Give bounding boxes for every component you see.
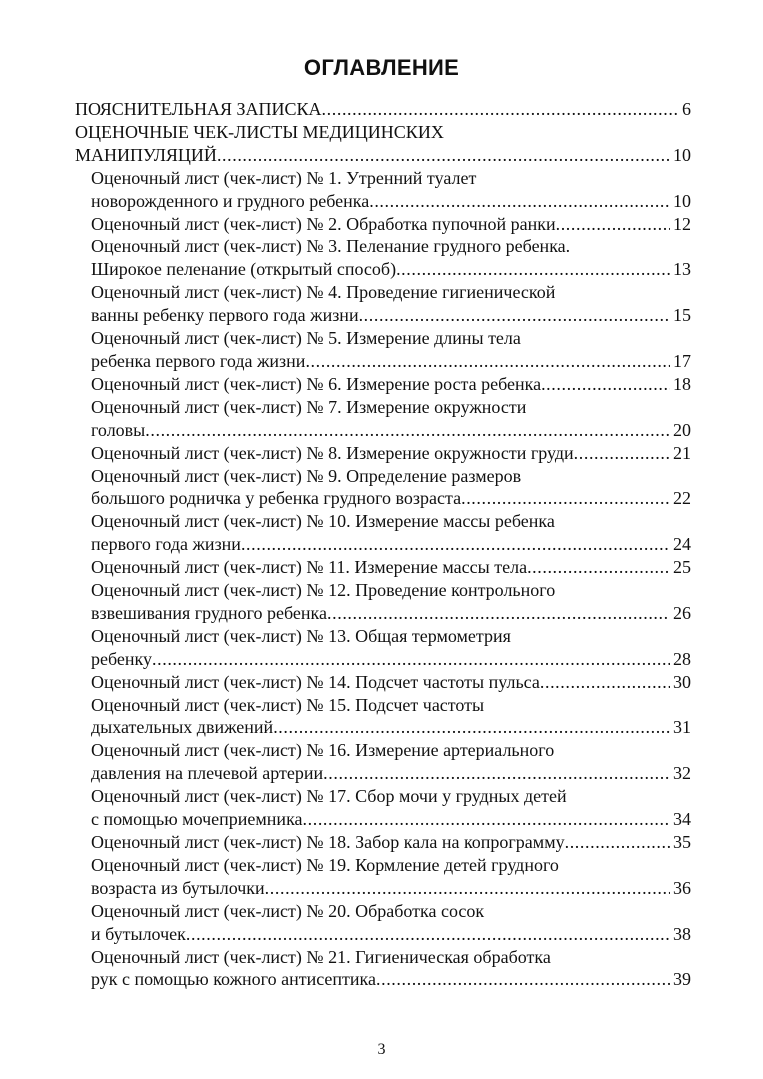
toc-page-number: 15 (673, 305, 691, 326)
dot-leader (565, 831, 670, 854)
dot-leader (574, 442, 670, 465)
toc-page-number: 36 (673, 877, 691, 898)
toc-entry-title: ванны ребенку первого года жизни (91, 305, 359, 326)
toc-page-number: 31 (673, 717, 691, 738)
table-of-contents (75, 98, 691, 991)
toc-entry[interactable] (75, 213, 691, 236)
toc-entry-title: давления на плечевой артерии (91, 763, 324, 784)
toc-entry-title: ребенка первого года жизни (91, 350, 306, 371)
dot-leader (265, 877, 670, 900)
toc-entry-title: МАНИПУЛЯЦИЙ (75, 144, 217, 165)
toc-page-number: 32 (673, 763, 691, 784)
dot-leader (322, 98, 679, 121)
toc-entry[interactable] (75, 373, 691, 396)
toc-entry-title: Оценочный лист (чек-лист) № 14. Подсчет частоты пульса (91, 671, 540, 692)
toc-entry-row (91, 213, 691, 236)
dot-leader (323, 762, 670, 785)
toc-entry-title: и бутылочек (91, 923, 186, 944)
toc-page-number: 13 (673, 259, 691, 280)
toc-page-number: 38 (673, 923, 691, 944)
toc-entry-line: Оценочный лист (чек-лист) № 13. Общая термометрия (91, 625, 511, 646)
toc-entry[interactable] (75, 327, 691, 373)
toc-entry-line: Оценочный лист (чек-лист) № 12. Проведение контрольного (91, 580, 556, 601)
toc-entry-line: Оценочный лист (чек-лист) № 3. Пеленание грудного ребенка. (91, 236, 571, 257)
toc-entry-row (75, 98, 691, 121)
toc-entry-line: Оценочный лист (чек-лист) № 21. Гигиеническая обработка (91, 946, 551, 967)
dot-leader (305, 350, 670, 373)
toc-entry[interactable] (75, 281, 691, 327)
toc-entry[interactable] (75, 556, 691, 579)
toc-entry-row (91, 373, 691, 396)
toc-entry[interactable] (75, 900, 691, 946)
toc-entry-line: Оценочный лист (чек-лист) № 10. Измерение массы ребенка (91, 511, 555, 532)
toc-entry-title: рук с помощью кожного антисептика (91, 969, 376, 990)
toc-page-number: 18 (673, 373, 691, 394)
dot-leader (556, 213, 670, 236)
toc-entry-title: возраста из бутылочки (91, 877, 265, 898)
page-title: ОГЛАВЛЕНИЕ (303, 55, 460, 80)
toc-page-number: 17 (673, 350, 691, 371)
toc-entry[interactable] (75, 854, 691, 900)
toc-entry-title: большого родничка у ребенка грудного возраста (91, 488, 462, 509)
toc-page-number: 28 (673, 648, 691, 669)
toc-entry-row (91, 968, 691, 991)
toc-entry[interactable] (75, 235, 691, 281)
toc-page-number: 6 (682, 99, 691, 119)
toc-entry-title: ПОЯСНИТЕЛЬНАЯ ЗАПИСКА (75, 99, 322, 119)
dot-leader (152, 648, 670, 671)
toc-page-number: 22 (673, 488, 691, 509)
toc-entry-title: Оценочный лист (чек-лист) № 18. Забор кала на копрограмму (91, 832, 565, 852)
toc-entry-title: новорожденного и грудного ребенка (91, 190, 370, 211)
page-number: 3 (377, 1041, 386, 1058)
toc-entry-row (91, 304, 691, 327)
toc-entry-title: Оценочный лист (чек-лист) № 2. Обработка пупочной ранки (91, 213, 556, 234)
toc-entry-row (91, 419, 691, 442)
toc-entry-row (91, 808, 691, 831)
toc-entry-line: Оценочный лист (чек-лист) № 4. Проведение гигиенической (91, 282, 556, 303)
toc-entry[interactable] (75, 785, 691, 831)
toc-page-number: 20 (673, 419, 691, 440)
toc-page-number: 34 (673, 809, 691, 830)
toc-entry-row (91, 877, 691, 900)
dot-leader (145, 419, 670, 442)
toc-entry[interactable] (75, 739, 691, 785)
dot-leader (540, 671, 670, 694)
toc-entry-title: головы (91, 419, 146, 440)
toc-entry-row (91, 442, 691, 465)
toc-entry-title: первого года жизни (91, 534, 241, 555)
toc-entry[interactable] (75, 121, 691, 167)
toc-page-number: 26 (673, 602, 691, 623)
toc-entry[interactable] (75, 442, 691, 465)
toc-entry-line: ОЦЕНОЧНЫЕ ЧЕК-ЛИСТЫ МЕДИЦИНСКИХ (75, 121, 444, 142)
toc-entry-row (91, 923, 691, 946)
toc-entry-line: Оценочный лист (чек-лист) № 7. Измерение окружности (91, 396, 527, 417)
toc-page-number: 39 (673, 969, 691, 990)
toc-entry-row (91, 487, 691, 510)
toc-entry-row (91, 190, 691, 213)
toc-entry-title: с помощью мочеприемника (91, 809, 303, 830)
toc-page-number: 30 (673, 671, 691, 692)
toc-page-number: 35 (673, 832, 691, 852)
toc-entry-line: Оценочный лист (чек-лист) № 17. Сбор мочи у грудных детей (91, 786, 567, 807)
toc-entry-row (91, 762, 691, 785)
toc-entry-title: Широкое пеленание (открытый способ) (91, 259, 397, 280)
toc-entry-title: Оценочный лист (чек-лист) № 11. Измерение массы тела (91, 557, 528, 578)
toc-entry[interactable] (75, 465, 691, 511)
dot-leader (527, 556, 670, 579)
toc-page-number: 10 (673, 144, 691, 165)
toc-entry-row (75, 144, 691, 167)
toc-entry[interactable] (75, 167, 691, 213)
toc-entry-line: Оценочный лист (чек-лист) № 15. Подсчет частоты (91, 694, 485, 715)
toc-entry[interactable] (75, 98, 691, 121)
toc-entry-row (91, 258, 691, 281)
toc-entry-line: Оценочный лист (чек-лист) № 5. Измерение длины тела (91, 328, 521, 349)
toc-entry-title: взвешивания грудного ребенка (91, 602, 328, 623)
toc-entry-row (91, 533, 691, 556)
dot-leader (369, 190, 670, 213)
toc-entry[interactable] (75, 946, 691, 992)
dot-leader (376, 968, 670, 991)
toc-page-number: 12 (673, 213, 691, 234)
toc-entry[interactable] (75, 579, 691, 625)
dot-leader (217, 144, 670, 167)
toc-entry-line: Оценочный лист (чек-лист) № 9. Определение размеров (91, 465, 522, 486)
toc-entry[interactable] (75, 694, 691, 740)
toc-entry-line: Оценочный лист (чек-лист) № 1. Утренний туалет (91, 167, 477, 188)
toc-entry-row (91, 831, 691, 854)
dot-leader (273, 716, 670, 739)
dot-leader (186, 923, 670, 946)
dot-leader (461, 487, 670, 510)
toc-page-number: 24 (673, 534, 691, 555)
toc-page-number: 10 (673, 190, 691, 211)
toc-entry-row (91, 716, 691, 739)
toc-entry[interactable] (75, 396, 691, 442)
toc-entry-title: ребенку (91, 648, 153, 669)
dot-leader (396, 258, 670, 281)
toc-entry-row (91, 602, 691, 625)
toc-entry[interactable] (75, 831, 691, 854)
toc-entry-row (91, 671, 691, 694)
toc-entry-row (91, 556, 691, 579)
dot-leader (303, 808, 670, 831)
dot-leader (541, 373, 670, 396)
toc-entry-title: Оценочный лист (чек-лист) № 8. Измерение окружности груди (91, 442, 574, 463)
toc-entry-title: дыхательных движений (91, 717, 274, 738)
toc-entry-line: Оценочный лист (чек-лист) № 20. Обработка сосок (91, 900, 485, 921)
toc-entry[interactable] (75, 671, 691, 694)
toc-entry-title: Оценочный лист (чек-лист) № 6. Измерение роста ребенка (91, 373, 542, 394)
toc-entry-line: Оценочный лист (чек-лист) № 16. Измерение артериального (91, 740, 555, 761)
toc-entry-row (91, 350, 691, 373)
toc-entry-line: Оценочный лист (чек-лист) № 19. Кормление детей грудного (91, 854, 559, 875)
toc-entry[interactable] (75, 510, 691, 556)
dot-leader (327, 602, 670, 625)
toc-entry[interactable] (75, 625, 691, 671)
toc-entry-row (91, 648, 691, 671)
dot-leader (241, 533, 670, 556)
dot-leader (359, 304, 670, 327)
toc-page-number: 25 (673, 557, 691, 578)
toc-page-number: 21 (673, 442, 691, 463)
